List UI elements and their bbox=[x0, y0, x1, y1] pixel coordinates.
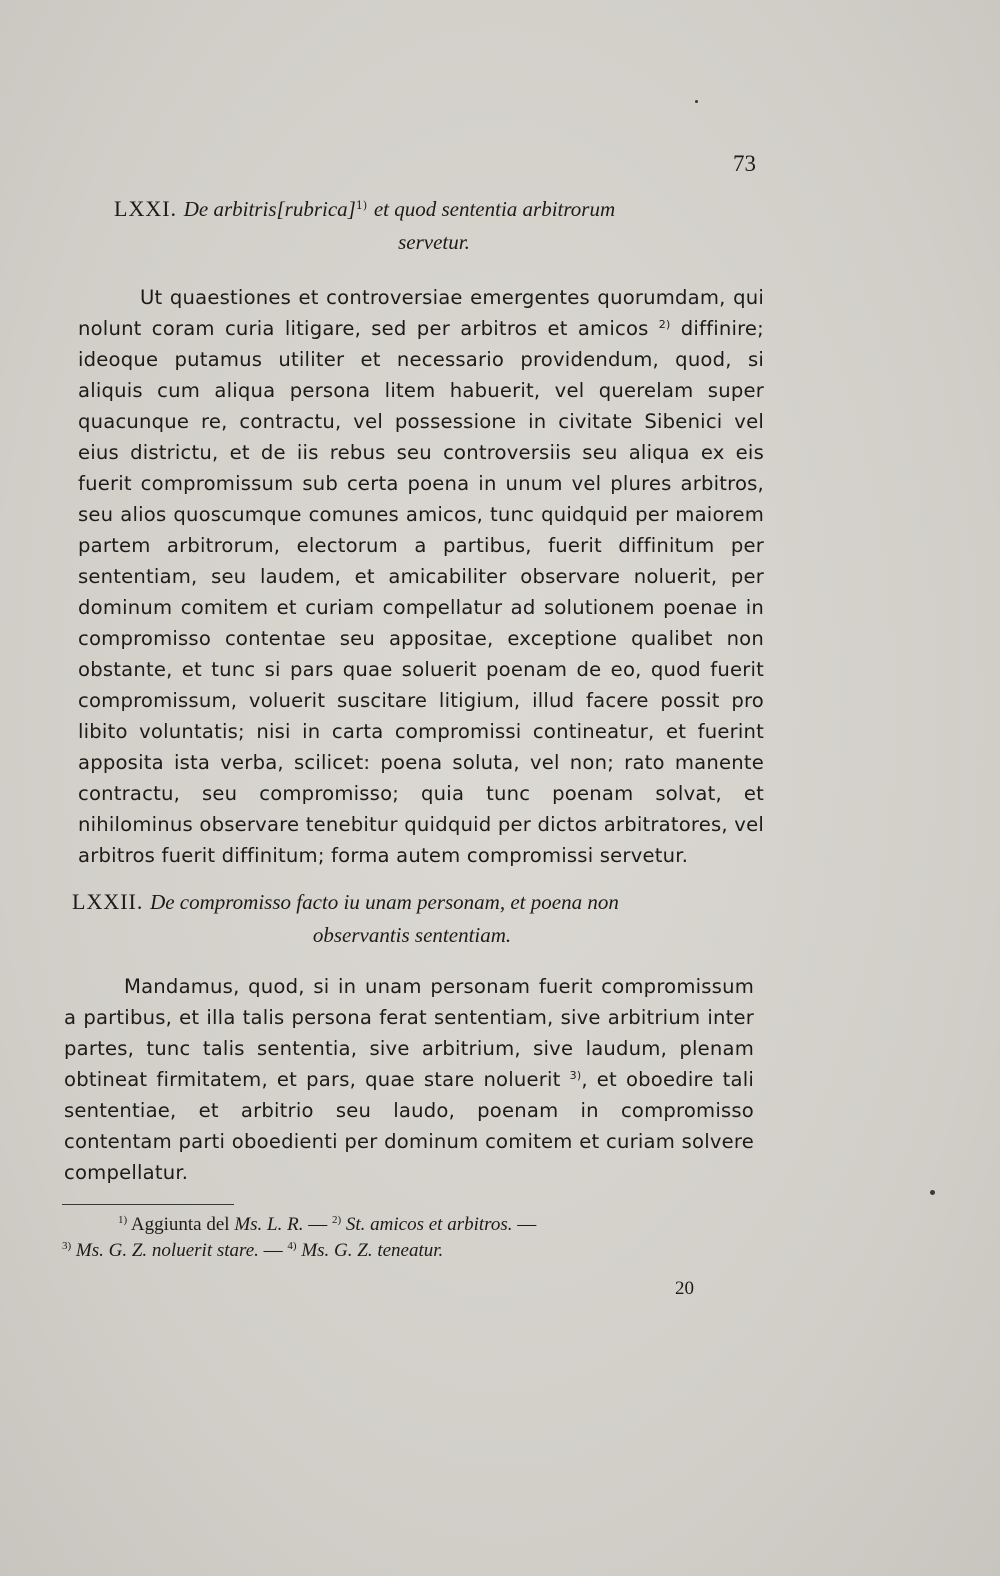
footnote-dash: — bbox=[263, 1240, 283, 1261]
footnote-mark-number: 2 bbox=[331, 1214, 338, 1226]
footnote-mark-number: 4 bbox=[287, 1240, 293, 1252]
speck bbox=[930, 1190, 935, 1195]
footnote-text: Aggiunta del bbox=[130, 1214, 230, 1235]
section-title-continuation: observantis sententiam. bbox=[312, 923, 512, 947]
paragraph-text: Ut quaestiones et controversiae emergentes quorumdam, qui nolunt coram curia litigare, sed per arbitros et amicos bbox=[78, 286, 764, 340]
footnote-mark-number: 3 bbox=[62, 1240, 68, 1252]
footnote-ref-number: 1 bbox=[355, 199, 363, 212]
section-title-rest: et quod sententia arbitrorum bbox=[373, 197, 616, 221]
section-number: LXXII. bbox=[72, 889, 144, 914]
footnote-mark: 3) bbox=[62, 1240, 72, 1252]
paragraph-text-continued: , et oboedire tali sententiae, et arbitrio seu laudo, poenam in compromisso contentam parti oboedienti per dominum comitem et curiam solvere compellatur. bbox=[64, 1068, 755, 1184]
section-title: De arbitris[rubrica] bbox=[183, 197, 356, 221]
footnote-ref: 2) bbox=[658, 318, 671, 331]
footnote-line-2 bbox=[62, 1238, 752, 1264]
section-heading-lxxi bbox=[114, 192, 754, 259]
section-heading-lxxii bbox=[72, 885, 752, 952]
footnote-ref: 3) bbox=[569, 1069, 582, 1082]
footnote-ref-number: 2 bbox=[658, 318, 666, 331]
speck bbox=[695, 100, 698, 103]
section-title-continuation: servetur. bbox=[398, 230, 470, 254]
paragraph-text-continued: diffinire; ideoque putamus utiliter et necessario providendum, quod, si aliquis cum aliqua persona litem habuerit, vel querelam super quacunque re, contractu, vel possessione in civitate Sibenici vel eius districtu, et de iis rebus seu controversiis seu aliqua ex eis fuerit compromissum sub certa poena in unum vel plures arbitros, seu alios quoscumque comunes amicos, tunc quidquid per maiorem partem arbitrorum, electorum a partibus, fuerit diffinitum per sententiam, seu laudem, et amicabiliter observare noluerit, per dominum comitem et curiam compellatur ad solutionem poenae in compromisso contentae seu appositae, exceptione qualibet non obstante, et tunc si pars quae soluerit poenam de eo, quod fuerit compromissum, voluerit suscitare litigium, illud facere possit pro libito voluntatis; nisi in carta compromissi contineatur, et fuerint apposita ista verba, scilicet: poena soluta, vel non; rato manente contractu, seu compromisso; quia tunc poenam solvat, et nihilominus observare tenebitur quidquid per dictos arbitratores, vel arbitros fuerit diffinitum; forma autem compromissi servetur. bbox=[78, 317, 764, 867]
footnote-text: St. amicos et arbitros. bbox=[345, 1214, 513, 1235]
signature-mark: 20 bbox=[675, 1278, 694, 1299]
section-paragraph-lxxi bbox=[78, 282, 764, 871]
footnote-dash: — bbox=[517, 1214, 537, 1235]
footnote-divider bbox=[62, 1204, 234, 1205]
section-title: De compromisso facto iu unam personam, et poena non bbox=[150, 890, 619, 914]
footnote-mark: 1) bbox=[118, 1214, 128, 1226]
footnote-mark: 4) bbox=[287, 1240, 297, 1252]
footnote-ref: 1) bbox=[355, 199, 368, 212]
footnote-manuscript: Ms. L. R. bbox=[234, 1214, 304, 1235]
page-number: 73 bbox=[733, 151, 756, 176]
footnote-dash: — bbox=[308, 1214, 328, 1235]
footnote-mark: 2) bbox=[331, 1214, 342, 1226]
section-paragraph-lxxii bbox=[64, 971, 754, 1188]
footnote-mark-number: 1 bbox=[118, 1214, 124, 1226]
footnote-line-1 bbox=[62, 1212, 752, 1238]
footnote-ref-number: 3 bbox=[569, 1069, 577, 1082]
footnotes bbox=[62, 1212, 752, 1264]
footnote-text: Ms. G. Z. noluerit stare. bbox=[75, 1240, 259, 1261]
paragraph-text: Mandamus, quod, si in unam personam fuerit compromissum a partibus, et illa talis persona ferat sententiam, sive arbitrium inter partes, tunc talis sententia, sive arbitrium, sive laudum, plenam obtineat firmitatem, et pars, quae stare noluerit bbox=[64, 975, 754, 1091]
section-number: LXXI. bbox=[114, 196, 178, 221]
footnote-text: Ms. G. Z. teneatur. bbox=[301, 1240, 444, 1261]
